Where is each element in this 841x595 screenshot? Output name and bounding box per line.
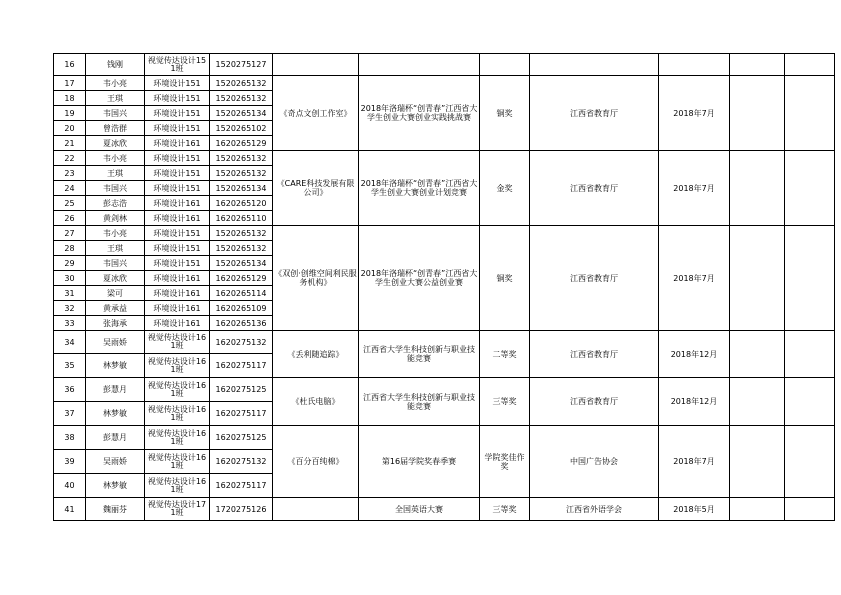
award-date: 2018年7月 — [659, 226, 730, 331]
award-level: 二等奖 — [480, 331, 530, 378]
empty-cell — [785, 378, 835, 426]
empty-cell — [785, 151, 835, 226]
empty-cell — [785, 226, 835, 331]
student-name: 黄承益 — [86, 301, 145, 316]
row-number: 25 — [54, 196, 86, 211]
project-name: 《百分百纯棉》 — [273, 426, 359, 498]
table-row — [54, 378, 835, 402]
empty-cell — [730, 331, 785, 378]
table-row — [54, 151, 835, 166]
student-name: 黄剑林 — [86, 211, 145, 226]
student-class: 环境设计151 — [145, 241, 210, 256]
student-name: 彭慧月 — [86, 378, 145, 402]
award-level: 三等奖 — [480, 498, 530, 521]
table-row — [54, 331, 835, 354]
row-number: 29 — [54, 256, 86, 271]
row-number: 31 — [54, 286, 86, 301]
student-id: 1720275126 — [210, 498, 273, 521]
row-number: 27 — [54, 226, 86, 241]
award-date: 2018年5月 — [659, 498, 730, 521]
student-name: 韦国兴 — [86, 106, 145, 121]
student-class: 环境设计151 — [145, 226, 210, 241]
empty-cell — [785, 331, 835, 378]
row-number: 39 — [54, 450, 86, 474]
student-name: 韦国兴 — [86, 181, 145, 196]
row-number: 32 — [54, 301, 86, 316]
student-id: 1620265129 — [210, 271, 273, 286]
row-number: 21 — [54, 136, 86, 151]
student-id: 1520265134 — [210, 181, 273, 196]
student-id: 1520265132 — [210, 226, 273, 241]
student-name: 魏丽芬 — [86, 498, 145, 521]
row-number: 37 — [54, 402, 86, 426]
empty-cell — [730, 498, 785, 521]
award-level: 学院奖佳作奖 — [480, 426, 530, 498]
student-name: 王琪 — [86, 166, 145, 181]
student-id: 1520265134 — [210, 106, 273, 121]
student-name: 王琪 — [86, 91, 145, 106]
awarding-organization: 江西省教育厅 — [530, 331, 659, 378]
student-class: 环境设计161 — [145, 136, 210, 151]
award-date: 2018年7月 — [659, 426, 730, 498]
student-class: 环境设计161 — [145, 271, 210, 286]
student-id: 1620275132 — [210, 450, 273, 474]
award-date: 2018年7月 — [659, 76, 730, 151]
project-name — [273, 498, 359, 521]
award-level: 三等奖 — [480, 378, 530, 426]
student-name: 张海承 — [86, 316, 145, 331]
student-id: 1520265132 — [210, 151, 273, 166]
empty-cell — [730, 151, 785, 226]
student-id: 1620265109 — [210, 301, 273, 316]
student-id: 1620265120 — [210, 196, 273, 211]
row-number: 19 — [54, 106, 86, 121]
student-name: 韦国兴 — [86, 256, 145, 271]
student-id: 1520265132 — [210, 166, 273, 181]
empty-cell — [530, 54, 659, 76]
empty-cell — [730, 76, 785, 151]
row-number: 40 — [54, 474, 86, 498]
row-number: 36 — [54, 378, 86, 402]
table-row — [54, 54, 835, 76]
awarding-organization: 江西省教育厅 — [530, 378, 659, 426]
student-class: 环境设计161 — [145, 301, 210, 316]
row-number: 34 — [54, 331, 86, 354]
student-name: 韦小亮 — [86, 226, 145, 241]
student-name: 吴雨娇 — [86, 450, 145, 474]
table-row — [54, 498, 835, 521]
student-name: 林梦敏 — [86, 474, 145, 498]
row-number: 35 — [54, 354, 86, 378]
project-name: 《丢利随追踪》 — [273, 331, 359, 378]
student-class: 环境设计151 — [145, 106, 210, 121]
student-class: 环境设计161 — [145, 316, 210, 331]
student-class: 环境设计161 — [145, 286, 210, 301]
awarding-organization: 江西省教育厅 — [530, 151, 659, 226]
student-id: 1620275125 — [210, 426, 273, 450]
row-number: 33 — [54, 316, 86, 331]
contest-name: 江西省大学生科技创新与职业技能竞赛 — [359, 331, 480, 378]
student-name: 王琪 — [86, 241, 145, 256]
student-id: 1620265114 — [210, 286, 273, 301]
student-id: 1620275117 — [210, 354, 273, 378]
student-id: 1620265129 — [210, 136, 273, 151]
row-number: 28 — [54, 241, 86, 256]
student-name: 林梦敏 — [86, 354, 145, 378]
empty-cell — [659, 54, 730, 76]
award-level: 铜奖 — [480, 76, 530, 151]
student-class: 视觉传达设计161班 — [145, 402, 210, 426]
contest-name: 全国英语大赛 — [359, 498, 480, 521]
student-id: 1520275127 — [210, 54, 273, 76]
row-number: 16 — [54, 54, 86, 76]
student-class: 环境设计151 — [145, 181, 210, 196]
student-class: 视觉传达设计161班 — [145, 378, 210, 402]
student-id: 1620275125 — [210, 378, 273, 402]
project-name: 《CARE科技发展有限公司》 — [273, 151, 359, 226]
student-id: 1620275132 — [210, 331, 273, 354]
contest-name: 2018年洛瑞杯“创青春”江西省大学生创业大赛公益创业赛 — [359, 226, 480, 331]
table-row — [54, 76, 835, 91]
row-number: 20 — [54, 121, 86, 136]
awarding-organization: 江西省外语学会 — [530, 498, 659, 521]
student-id: 1620275117 — [210, 474, 273, 498]
project-name: 《双创·创维空间利民服务机构》 — [273, 226, 359, 331]
student-name: 韦小亮 — [86, 151, 145, 166]
student-class: 视觉传达设计161班 — [145, 331, 210, 354]
student-class: 环境设计151 — [145, 166, 210, 181]
student-class: 视觉传达设计161班 — [145, 426, 210, 450]
student-class: 环境设计161 — [145, 211, 210, 226]
student-name: 韦小亮 — [86, 76, 145, 91]
student-class: 环境设计151 — [145, 151, 210, 166]
table-row — [54, 226, 835, 241]
row-number: 23 — [54, 166, 86, 181]
student-name: 彭慧月 — [86, 426, 145, 450]
student-name: 曾浩群 — [86, 121, 145, 136]
empty-cell — [730, 426, 785, 498]
empty-cell — [730, 226, 785, 331]
student-id: 1620265136 — [210, 316, 273, 331]
awarding-organization: 江西省教育厅 — [530, 76, 659, 151]
empty-cell — [480, 54, 530, 76]
row-number: 41 — [54, 498, 86, 521]
row-number: 38 — [54, 426, 86, 450]
empty-cell — [359, 54, 480, 76]
student-id: 1520265132 — [210, 76, 273, 91]
project-name: 《奇点文创工作室》 — [273, 76, 359, 151]
empty-cell — [273, 54, 359, 76]
empty-cell — [785, 498, 835, 521]
empty-cell — [730, 378, 785, 426]
empty-cell — [785, 54, 835, 76]
student-id: 1520265132 — [210, 91, 273, 106]
award-date: 2018年7月 — [659, 151, 730, 226]
award-level: 铜奖 — [480, 226, 530, 331]
student-name: 夏冰欣 — [86, 136, 145, 151]
student-name: 梁可 — [86, 286, 145, 301]
contest-name: 江西省大学生科技创新与职业技能竞赛 — [359, 378, 480, 426]
student-name: 夏冰欣 — [86, 271, 145, 286]
student-class: 视觉传达设计151班 — [145, 54, 210, 76]
student-class: 环境设计151 — [145, 91, 210, 106]
award-date: 2018年12月 — [659, 331, 730, 378]
row-number: 18 — [54, 91, 86, 106]
empty-cell — [785, 426, 835, 498]
student-class: 环境设计151 — [145, 76, 210, 91]
contest-name: 第16届学院奖春季赛 — [359, 426, 480, 498]
contest-name: 2018年洛瑞杯“创青春”江西省大学生创业大赛创业计划竞赛 — [359, 151, 480, 226]
award-level: 金奖 — [480, 151, 530, 226]
project-name: 《杜氏电脑》 — [273, 378, 359, 426]
student-class: 视觉传达设计171班 — [145, 498, 210, 521]
student-name: 钱刚 — [86, 54, 145, 76]
row-number: 17 — [54, 76, 86, 91]
table-row — [54, 426, 835, 450]
student-name: 彭志浩 — [86, 196, 145, 211]
row-number: 22 — [54, 151, 86, 166]
student-class: 视觉传达设计161班 — [145, 354, 210, 378]
student-class: 环境设计151 — [145, 121, 210, 136]
student-id: 1520265102 — [210, 121, 273, 136]
student-id: 1520265132 — [210, 241, 273, 256]
row-number: 24 — [54, 181, 86, 196]
contest-name: 2018年洛瑞杯“创青春”江西省大学生创业大赛创业实践挑战赛 — [359, 76, 480, 151]
student-class: 环境设计151 — [145, 256, 210, 271]
empty-cell — [785, 76, 835, 151]
student-name: 吴雨娇 — [86, 331, 145, 354]
student-id: 1620265110 — [210, 211, 273, 226]
row-number: 26 — [54, 211, 86, 226]
award-date: 2018年12月 — [659, 378, 730, 426]
award-table — [53, 53, 835, 521]
empty-cell — [730, 54, 785, 76]
student-id: 1520265134 — [210, 256, 273, 271]
student-name: 林梦敏 — [86, 402, 145, 426]
row-number: 30 — [54, 271, 86, 286]
student-class: 环境设计161 — [145, 196, 210, 211]
student-class: 视觉传达设计161班 — [145, 450, 210, 474]
awarding-organization: 中国广告协会 — [530, 426, 659, 498]
student-class: 视觉传达设计161班 — [145, 474, 210, 498]
awarding-organization: 江西省教育厅 — [530, 226, 659, 331]
student-id: 1620275117 — [210, 402, 273, 426]
